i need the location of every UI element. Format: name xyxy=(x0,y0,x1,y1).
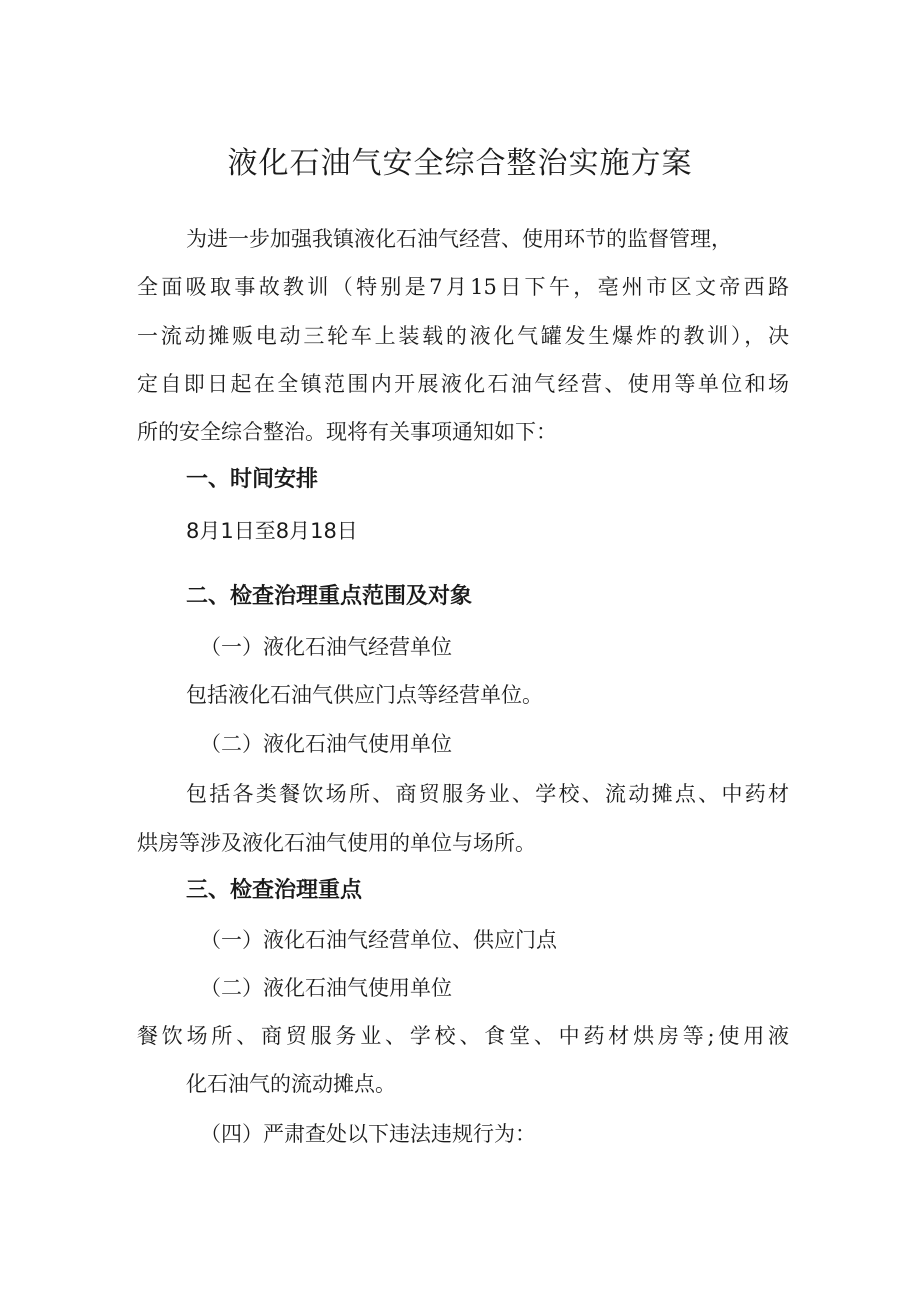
focus-users-text-line-2: 化石油气的流动摊点。 xyxy=(186,1072,396,1096)
scope-users-text-line-2: 烘房等涉及液化石油气使用的单位与场所。 xyxy=(137,831,536,855)
schedule-date-range: 8月1日至8月18日 xyxy=(186,519,358,543)
focus-subheading-operators: （一）液化石油气经营单位、供应门点 xyxy=(200,928,557,952)
document-title: 液化石油气安全综合整治实施方案 xyxy=(227,146,693,181)
section-heading-schedule: 一、时间安排 xyxy=(186,467,319,492)
scope-subheading-users: （二）液化石油气使用单位 xyxy=(200,732,452,756)
focus-subheading-users: （二）液化石油气使用单位 xyxy=(200,976,452,1000)
intro-line-3: 一流动摊贩电动三轮车上装载的液化气罐发生爆炸的教训），决 xyxy=(137,324,789,348)
scope-subheading-operators: （一）液化石油气经营单位 xyxy=(200,635,452,659)
section-heading-focus: 三、检查治理重点 xyxy=(186,878,363,903)
section-heading-scope: 二、检查治理重点范围及对象 xyxy=(186,584,473,609)
scope-users-text-line-1: 包括各类餐饮场所、商贸服务业、学校、流动摊点、中药材 xyxy=(186,782,789,806)
intro-line-4: 定自即日起在全镇范围内开展液化石油气经营、使用等单位和场 xyxy=(137,372,789,396)
focus-subheading-violations: （四）严肃查处以下违法违规行为： xyxy=(200,1122,536,1146)
intro-line-1: 为进一步加强我镇液化石油气经营、使用环节的监督管理， xyxy=(186,227,732,251)
intro-line-5: 所的安全综合整治。现将有关事项通知如下： xyxy=(137,420,557,444)
focus-users-text-line-1: 餐饮场所、商贸服务业、学校、食堂、中药材烘房等;使用液 xyxy=(137,1024,789,1048)
scope-operators-text: 包括液化石油气供应门点等经营单位。 xyxy=(186,683,543,707)
intro-line-2: 全面吸取事故教训（特别是7月15日下午，亳州市区文帝西路 xyxy=(137,275,789,299)
